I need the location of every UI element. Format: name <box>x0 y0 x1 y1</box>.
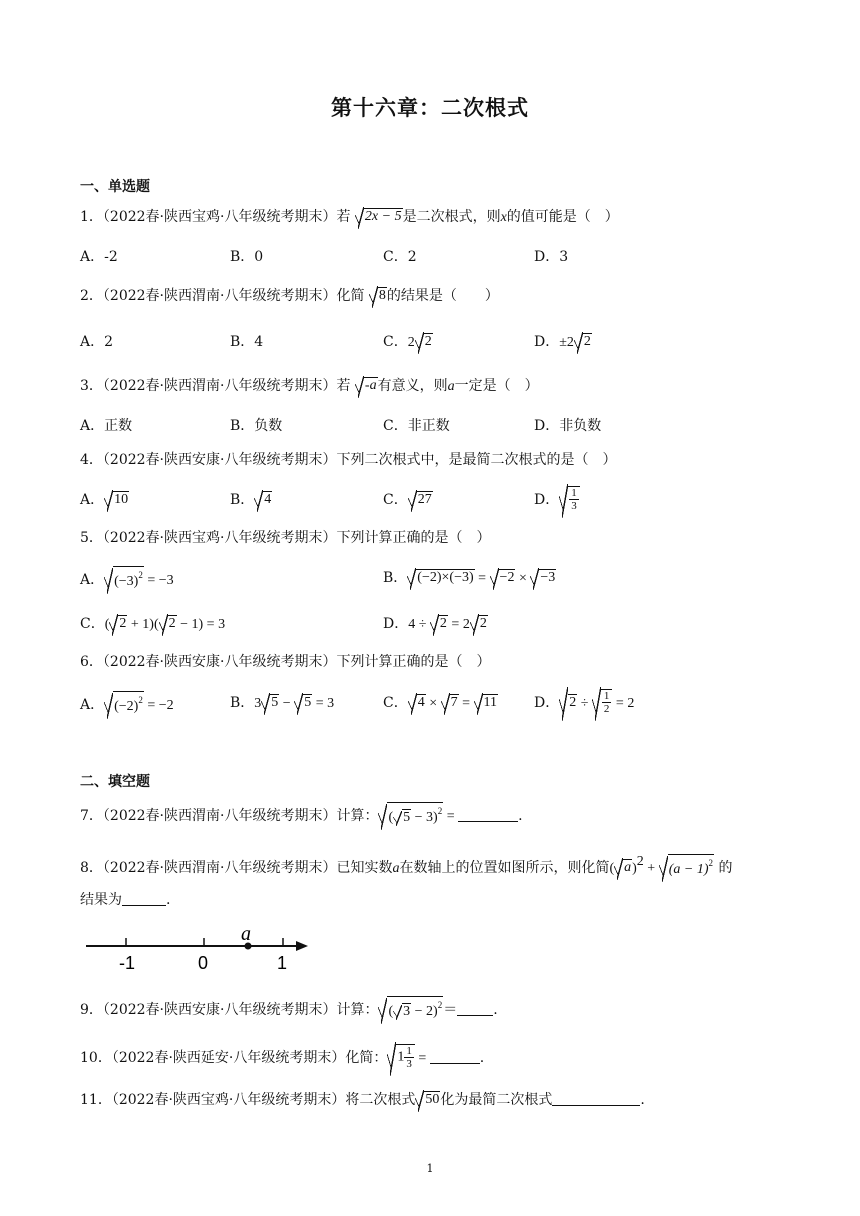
sqrt-expression <box>408 488 433 512</box>
option-a: A．-2 <box>80 249 118 265</box>
sqrt-expression <box>294 691 312 715</box>
option-a: A．正数 <box>80 418 133 434</box>
numerator: 1 <box>571 487 577 500</box>
question-text: 下列计算正确的是（ ） <box>336 530 491 546</box>
option-label: A． <box>80 572 105 588</box>
period: . <box>479 1050 485 1066</box>
question-text: 已知实数 <box>336 860 393 876</box>
option-label: C． <box>80 616 105 632</box>
denominator: 3 <box>406 1058 412 1071</box>
question-number: 8． <box>80 860 103 876</box>
equals-sign: = <box>443 809 459 824</box>
option-label: B． <box>383 570 408 586</box>
paren: ) <box>632 861 637 876</box>
radicand: 2 <box>569 695 577 710</box>
question-10 <box>80 1040 484 1076</box>
sqrt-expression <box>355 205 403 229</box>
question-text: 下列计算正确的是（ ） <box>336 654 491 670</box>
question-text: 的值可能是（ ） <box>506 209 619 225</box>
radicand: 3 <box>403 1004 411 1020</box>
expression-part: 4 ÷ <box>408 617 430 632</box>
denominator: 3 <box>571 500 577 513</box>
sqrt-expression <box>415 1088 440 1112</box>
sqrt-expression <box>559 685 577 721</box>
question-5 <box>80 526 490 550</box>
radicand: 2 <box>583 334 591 349</box>
result: = 2 <box>612 696 635 711</box>
sqrt-expression <box>415 330 433 354</box>
period: . <box>518 808 523 824</box>
equals-sign: ＝ <box>443 1002 458 1018</box>
option-b: B．0 <box>230 249 264 265</box>
radicand: 2 <box>439 616 447 631</box>
sqrt-expression <box>261 691 279 715</box>
question-source: （2022春·陕西安康·八年级统考期末） <box>102 452 337 468</box>
option-label: D． <box>534 695 560 711</box>
option-label: D． <box>534 492 560 508</box>
exponent: 2 <box>437 806 443 816</box>
equals-sign: = <box>414 1051 430 1066</box>
radicand: (−2)×(−3) <box>417 570 474 585</box>
numerator: 1 <box>603 690 610 703</box>
option-d: D．非负数 <box>534 418 602 434</box>
question-source: （2022春·陕西渭南·八年级统考期末） <box>102 378 337 394</box>
answer-blank[interactable] <box>430 1063 480 1064</box>
question-1 <box>80 205 619 229</box>
option-d <box>534 482 580 518</box>
expression-part: + 1)( <box>127 617 159 632</box>
question-number: 5． <box>80 530 103 546</box>
option-d <box>383 612 488 636</box>
question-number: 1． <box>80 209 103 225</box>
option-b <box>383 566 556 590</box>
point-label-a: a <box>241 925 251 945</box>
question-number: 2． <box>80 288 103 304</box>
exponent: 2 <box>437 1000 443 1010</box>
question-text: 将二次根式 <box>345 1092 416 1108</box>
fraction <box>404 1045 414 1070</box>
option-label: B． <box>230 695 255 711</box>
result: = 3 <box>312 696 335 711</box>
number-line-arrow <box>296 941 308 951</box>
answer-blank[interactable] <box>552 1105 640 1106</box>
coefficient: 2 <box>407 335 415 350</box>
exponent: 2 <box>636 854 644 869</box>
equals-sign: = <box>458 696 474 711</box>
expression-part: − 2) <box>411 1004 438 1019</box>
sqrt-expression <box>254 488 272 512</box>
period: . <box>640 1092 645 1108</box>
radicand: 5 <box>304 695 312 710</box>
coefficient: ±2 <box>559 335 574 350</box>
radicand: 4 <box>264 492 272 507</box>
question-11 <box>80 1088 645 1112</box>
radicand: 50 <box>425 1092 440 1107</box>
page-title: 第十六章：二次根式 <box>331 96 529 120</box>
radicand: a <box>624 860 632 875</box>
sqrt-expression <box>378 996 443 1024</box>
radicand: (a − 1) <box>668 862 709 877</box>
page-number: 1 <box>426 1162 434 1175</box>
option-a: A．2 <box>80 334 114 350</box>
sqrt-expression <box>393 1003 411 1020</box>
exponent: 2 <box>138 695 143 705</box>
exponent: 2 <box>708 858 713 868</box>
sqrt-expression <box>104 488 129 512</box>
sqrt-expression <box>530 566 556 590</box>
exponent: 2 <box>138 570 143 580</box>
sqrt-expression <box>378 802 443 830</box>
radicand: -a <box>364 378 377 393</box>
question-text: 若 <box>336 378 351 394</box>
question-number: 11． <box>80 1092 112 1108</box>
divide-sign: ÷ <box>577 696 592 711</box>
question-source: （2022春·陕西安康·八年级统考期末） <box>102 1002 337 1018</box>
option-c <box>383 488 433 512</box>
radicand: 11 <box>483 695 498 710</box>
question-source: （2022春·陕西宝鸡·八年级统考期末） <box>111 1092 346 1108</box>
coefficient: 3 <box>254 696 262 711</box>
section-heading-single-choice: 一、单选题 <box>80 179 150 195</box>
radicand: 2x − 5 <box>364 209 402 224</box>
result: = −2 <box>143 698 174 713</box>
minus-sign: − <box>279 696 295 711</box>
option-label: D． <box>534 334 560 350</box>
question-8-line-2 <box>80 888 170 912</box>
paren: ( <box>388 810 394 825</box>
radicand: 27 <box>417 492 432 507</box>
option-label: D． <box>383 616 409 632</box>
sqrt-expression <box>490 566 516 590</box>
question-text: 一定是（ ） <box>454 378 539 394</box>
sqrt-expression <box>659 854 714 882</box>
sqrt-expression <box>441 691 459 715</box>
question-text: 化简 <box>336 288 365 304</box>
question-7 <box>80 802 523 826</box>
result: = −3 <box>143 573 174 588</box>
number-line-figure <box>86 925 316 975</box>
radicand: 5 <box>403 810 411 826</box>
sqrt-expression <box>387 1040 415 1076</box>
option-d: D．3 <box>534 249 569 265</box>
sqrt-expression <box>574 330 592 354</box>
option-a <box>80 691 174 715</box>
question-2 <box>80 284 499 308</box>
option-c <box>383 330 433 354</box>
sqrt-expression <box>592 685 613 721</box>
option-c: C．2 <box>383 249 417 265</box>
sqrt-expression <box>470 612 488 636</box>
question-source: （2022春·陕西延安·八年级统考期末） <box>111 1050 346 1066</box>
question-text: 在数轴上的位置如图所示，则化简 <box>399 860 610 876</box>
denominator: 2 <box>603 703 610 716</box>
option-label: C． <box>383 334 408 350</box>
radicand: 2 <box>168 616 176 631</box>
sqrt-expression <box>614 856 632 880</box>
tick-label-1: 1 <box>277 953 288 973</box>
period: . <box>166 892 171 908</box>
numerator: 1 <box>406 1045 412 1058</box>
option-d <box>534 330 592 354</box>
question-text: 是二次根式，则 <box>402 209 501 225</box>
radicand: 2 <box>424 334 432 349</box>
radicand: 2 <box>119 616 127 631</box>
option-b: B．负数 <box>230 418 283 434</box>
question-source: （2022春·陕西宝鸡·八年级统考期末） <box>102 530 337 546</box>
question-text: 计算： <box>336 808 379 824</box>
question-source: （2022春·陕西宝鸡·八年级统考期末） <box>102 209 337 225</box>
variable: a <box>447 379 455 394</box>
whole-part: 1 <box>397 1050 405 1065</box>
expression-part: = 2 <box>447 617 470 632</box>
question-source: （2022春·陕西渭南·八年级统考期末） <box>102 808 337 824</box>
question-number: 9． <box>80 1002 103 1018</box>
question-number: 7． <box>80 808 103 824</box>
answer-blank[interactable] <box>458 821 518 822</box>
variable: a <box>392 861 400 876</box>
answer-blank[interactable] <box>122 905 166 906</box>
question-number: 10． <box>80 1050 112 1066</box>
sqrt-expression <box>407 566 474 590</box>
option-a <box>80 566 174 590</box>
paren: ( <box>609 861 615 876</box>
period: . <box>493 1002 498 1018</box>
question-source: （2022春·陕西渭南·八年级统考期末） <box>102 288 337 304</box>
question-text: 下列二次根式中，是最简二次根式的是（ ） <box>336 452 617 468</box>
sqrt-expression <box>355 374 378 398</box>
answer-blank[interactable] <box>457 1015 493 1016</box>
times-sign: × <box>425 696 441 711</box>
question-source: （2022春·陕西渭南·八年级统考期末） <box>102 860 337 876</box>
radicand: −2 <box>499 570 515 585</box>
question-number: 4． <box>80 452 103 468</box>
option-label: C． <box>383 492 408 508</box>
option-label: A． <box>80 492 105 508</box>
times-sign: × <box>515 571 531 586</box>
option-c <box>383 691 498 715</box>
tick-label-0: 0 <box>198 953 209 973</box>
option-c <box>80 612 225 636</box>
question-6 <box>80 650 490 674</box>
radicand: 8 <box>378 288 386 303</box>
expression-part: ( <box>104 617 110 632</box>
tick-label-minus-1: -1 <box>119 953 136 973</box>
fraction <box>569 487 579 512</box>
option-label: A． <box>80 697 105 713</box>
plus-sign: + <box>643 861 659 876</box>
option-b: B．4 <box>230 334 264 350</box>
question-text: 结果为 <box>80 892 122 908</box>
option-b <box>230 488 272 512</box>
expression-part: − 1) = 3 <box>176 617 226 632</box>
question-number: 3． <box>80 378 103 394</box>
sqrt-expression <box>109 612 127 636</box>
sqrt-expression <box>104 566 144 594</box>
option-d <box>534 685 634 721</box>
question-text: 化简： <box>345 1050 388 1066</box>
radicand: (−2) <box>114 699 139 714</box>
option-label: B． <box>230 492 255 508</box>
radicand: 10 <box>114 492 129 507</box>
question-text: 若 <box>336 209 351 225</box>
question-text: 的结果是（ ） <box>386 288 499 304</box>
sqrt-expression <box>430 612 448 636</box>
section-heading-fill-blank: 二、填空题 <box>80 774 150 790</box>
question-text: 计算： <box>336 1002 379 1018</box>
question-source: （2022春·陕西安康·八年级统考期末） <box>102 654 337 670</box>
expression-part: − 3) <box>411 810 438 825</box>
sqrt-expression <box>408 691 426 715</box>
question-3 <box>80 374 539 398</box>
sqrt-expression <box>393 809 411 826</box>
fraction <box>602 690 612 715</box>
equals-sign: = <box>474 571 490 586</box>
option-a <box>80 488 129 512</box>
sqrt-expression <box>104 691 144 719</box>
question-9 <box>80 996 498 1020</box>
sqrt-expression <box>559 482 580 518</box>
sqrt-expression <box>474 691 498 715</box>
radicand: 4 <box>417 695 425 710</box>
sqrt-expression <box>369 284 387 308</box>
radicand: (−3) <box>114 574 139 589</box>
question-text: 有意义，则 <box>377 378 448 394</box>
option-b <box>230 691 334 715</box>
question-text: 化为最简二次根式 <box>440 1092 553 1108</box>
option-c: C．非正数 <box>383 418 450 434</box>
question-8 <box>80 850 733 877</box>
option-label: C． <box>383 695 408 711</box>
radicand: 7 <box>450 695 458 710</box>
question-number: 6． <box>80 654 103 670</box>
question-text: 的 <box>718 860 733 876</box>
radicand: 5 <box>271 695 279 710</box>
radicand: −3 <box>540 570 556 585</box>
sqrt-expression <box>159 612 177 636</box>
question-4 <box>80 448 616 472</box>
variable: x <box>500 210 507 225</box>
radicand: 2 <box>479 616 487 631</box>
paren: ( <box>388 1004 394 1019</box>
